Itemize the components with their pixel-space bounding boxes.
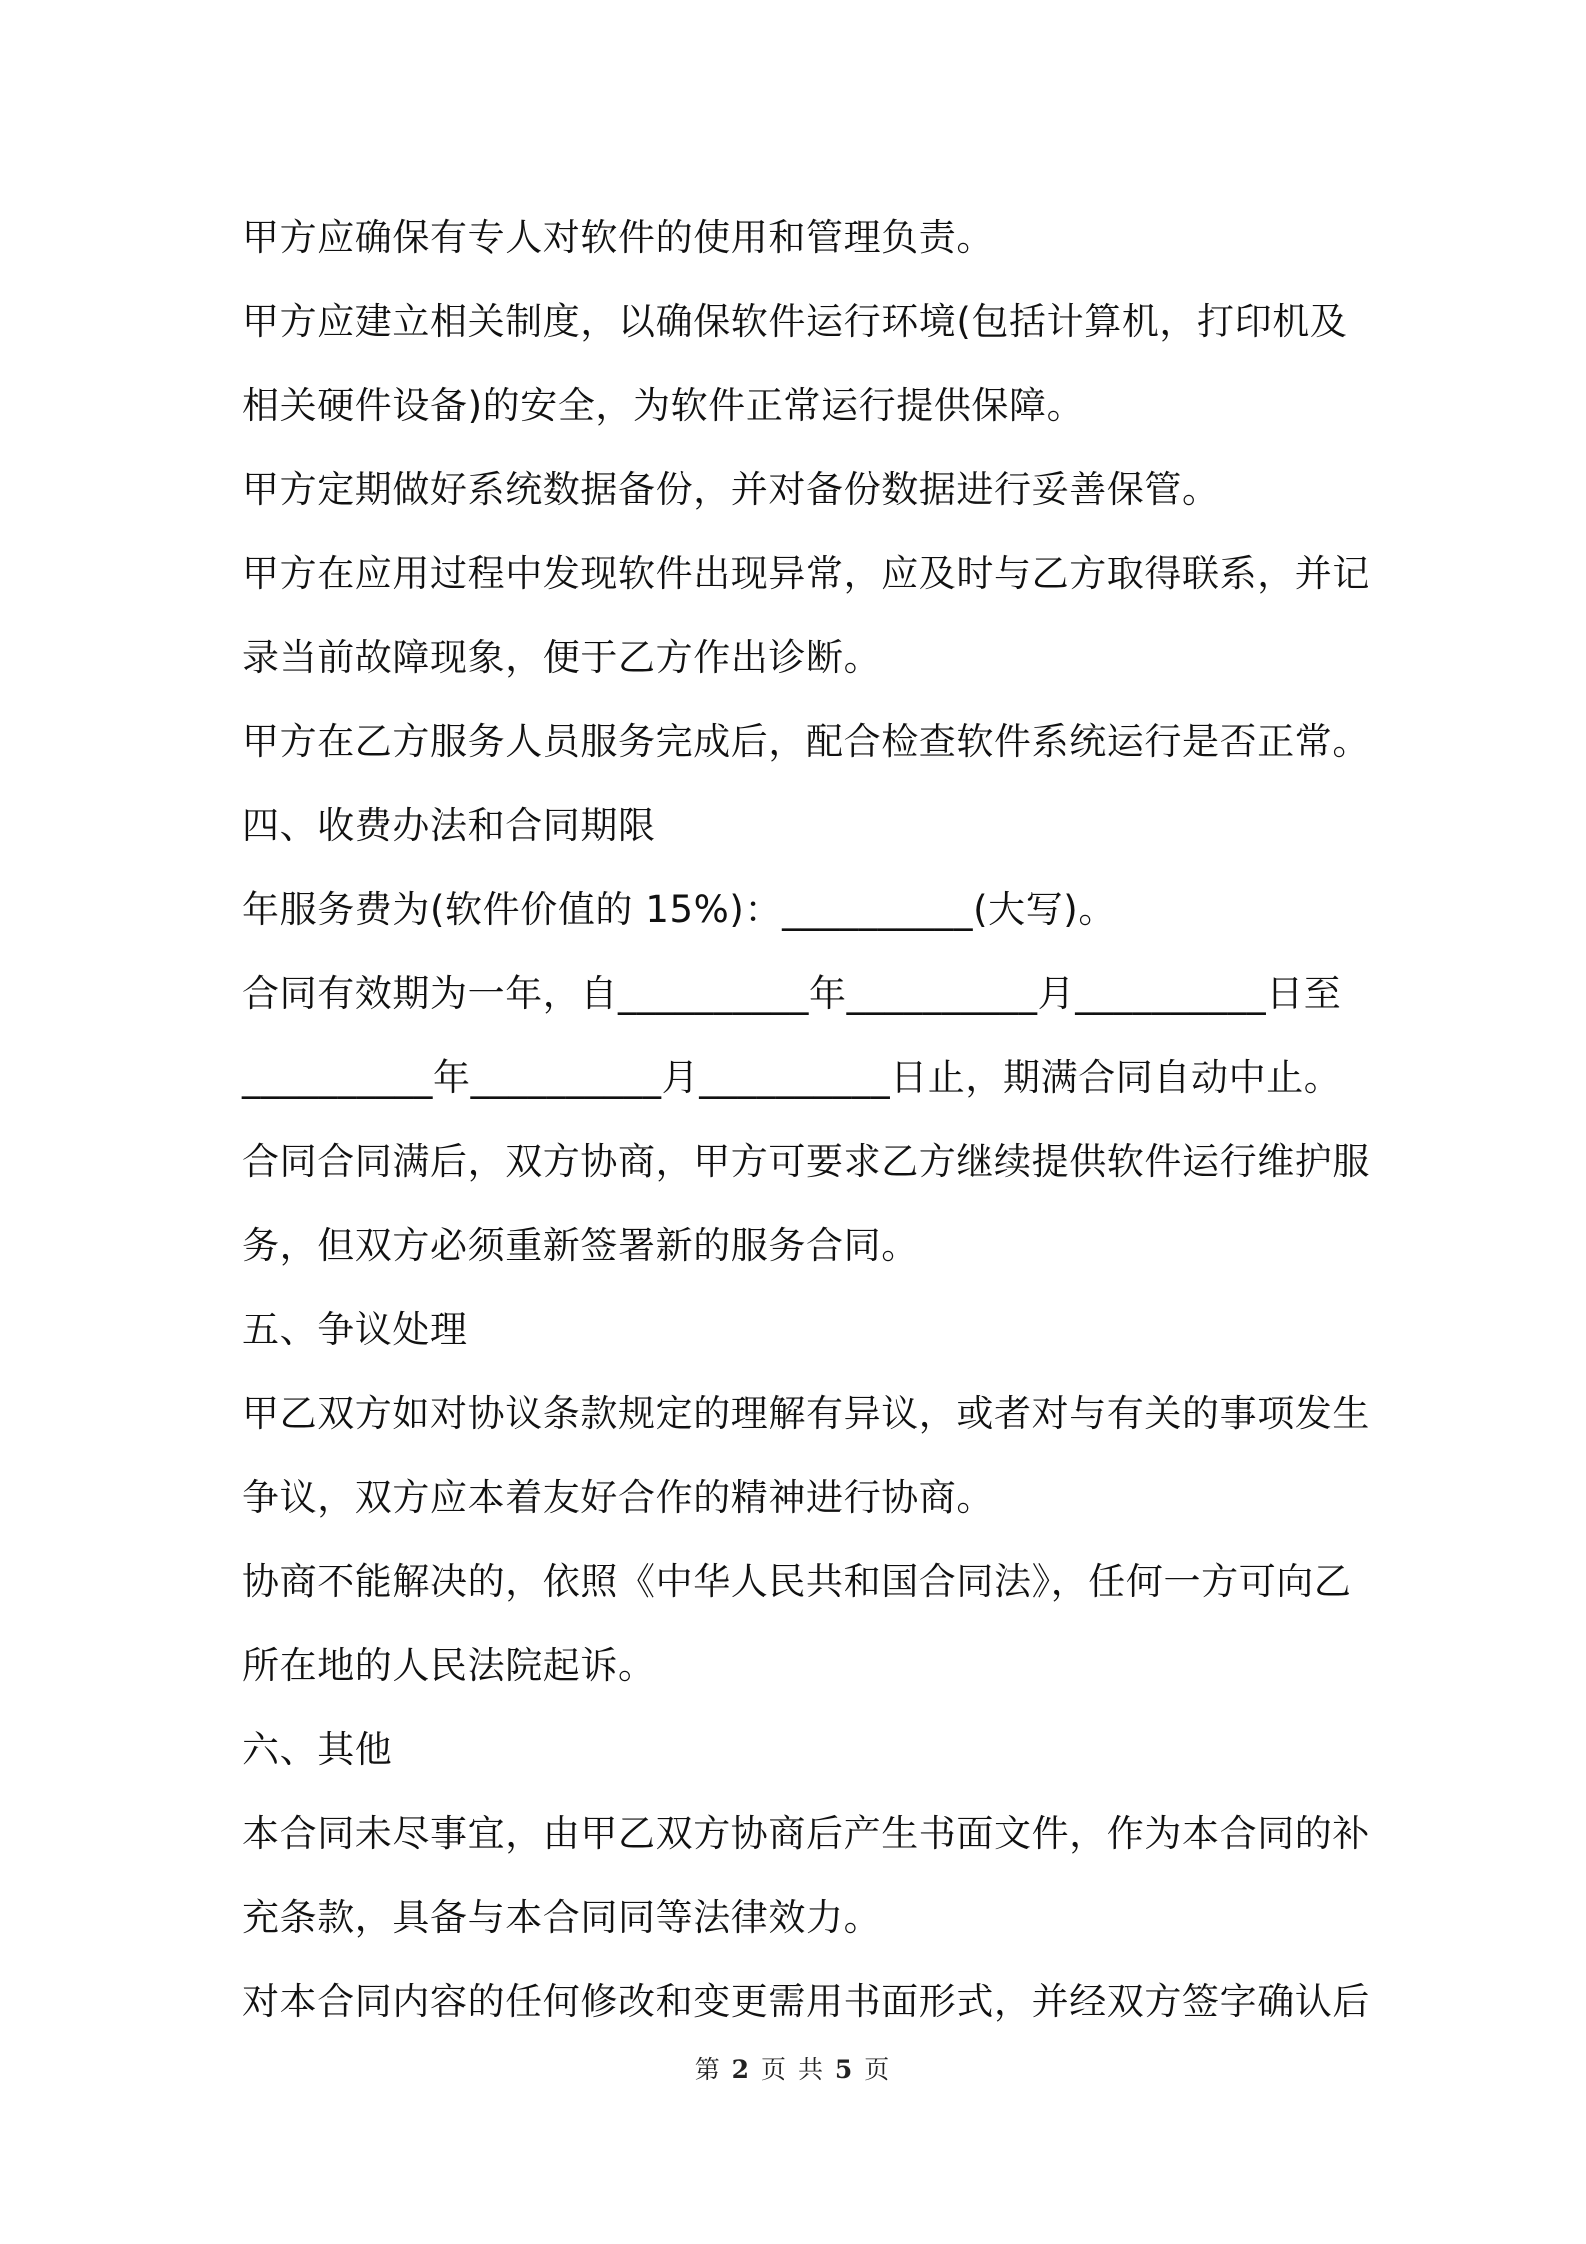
footer-mid: 页 共	[761, 2055, 825, 2084]
paragraph-line: 充条款，具备与本合同同等法律效力。	[242, 1896, 882, 1939]
paragraph-line: 务，但双方必须重新签署新的服务合同。	[242, 1224, 919, 1267]
paragraph-line: 合同合同满后，双方协商，甲方可要求乙方继续提供软件运行维护服	[242, 1140, 1370, 1183]
paragraph-line: 甲方在应用过程中发现软件出现异常，应及时与乙方取得联系，并记	[242, 552, 1370, 595]
footer-prefix: 第	[694, 2055, 722, 2084]
paragraph-line: 甲方定期做好系统数据备份，并对备份数据进行妥善保管。	[242, 468, 1220, 511]
paragraph-line: 甲乙双方如对协议条款规定的理解有异议，或者对与有关的事项发生	[242, 1392, 1370, 1435]
section-heading: 四、收费办法和合同期限	[242, 804, 656, 847]
paragraph-line: 相关硬件设备)的安全，为软件正常运行提供保障。	[242, 384, 1085, 427]
paragraph-line: 争议，双方应本着友好合作的精神进行协商。	[242, 1476, 994, 1519]
paragraph-line: 协商不能解决的，依照《中华人民共和国合同法》，任何一方可向乙	[242, 1560, 1352, 1603]
paragraph-line: 合同有效期为一年，自__________年__________月__________日至	[242, 972, 1342, 1015]
paragraph-line: __________年__________月__________日止，期满合同自动中止。	[242, 1056, 1342, 1099]
paragraph-line: 甲方应建立相关制度，以确保软件运行环境(包括计算机，打印机及	[242, 300, 1348, 343]
section-heading: 六、其他	[242, 1728, 393, 1771]
paragraph-line: 年服务费为(软件价值的 15%)：__________(大写)。	[242, 888, 1116, 931]
paragraph-line: 录当前故障现象，便于乙方作出诊断。	[242, 636, 882, 679]
current-page-number: 2	[731, 2055, 752, 2084]
section-heading: 五、争议处理	[242, 1308, 468, 1351]
footer-suffix: 页	[864, 2055, 892, 2084]
paragraph-line: 本合同未尽事宜，由甲乙双方协商后产生书面文件，作为本合同的补	[242, 1812, 1370, 1855]
document-body	[242, 196, 1370, 2044]
paragraph-line: 甲方在乙方服务人员服务完成后，配合检查软件系统运行是否正常。	[242, 720, 1370, 763]
paragraph-line: 甲方应确保有专人对软件的使用和管理负责。	[242, 216, 994, 259]
total-page-count: 5	[834, 2055, 855, 2084]
paragraph-line: 所在地的人民法院起诉。	[242, 1644, 656, 1687]
page-number-footer	[0, 2050, 1586, 2086]
paragraph-line: 对本合同内容的任何修改和变更需用书面形式，并经双方签字确认后	[242, 1980, 1370, 2023]
